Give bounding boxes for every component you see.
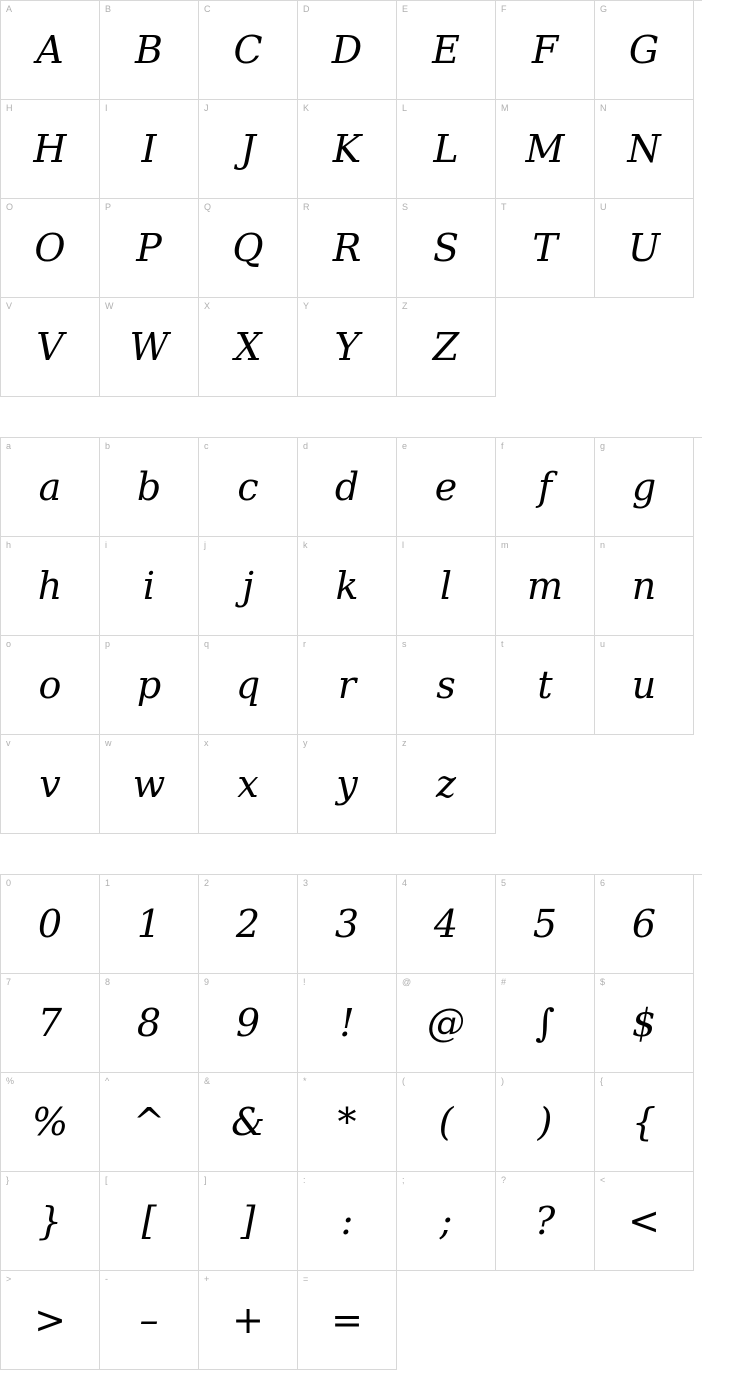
glyph-code-label: Y [303,301,310,311]
glyph-code-label: x [204,738,209,748]
glyph-sample: g [631,465,657,509]
glyph-sample: h [37,564,63,608]
glyph-code-label: L [402,103,408,113]
glyph-cell[interactable] [298,1,397,100]
glyph-cell[interactable] [100,875,199,974]
glyph-sample: f [537,465,553,509]
glyph-cell[interactable] [1,1172,100,1271]
glyph-cell[interactable] [1,438,100,537]
glyph-code-label: S [402,202,409,212]
glyph-sample: W [129,325,169,369]
glyph-cell[interactable] [1,537,100,636]
glyph-code-label: v [6,738,11,748]
glyph-sample: D [331,28,363,72]
glyph-sample: U [627,226,661,270]
glyph-sample: } [37,1199,63,1243]
glyph-code-label: h [6,540,12,550]
glyph-code-label: l [402,540,404,550]
glyph-sample: 2 [235,902,261,946]
glyph-code-label: 9 [204,977,210,987]
glyph-cell[interactable] [397,100,496,199]
glyph-code-label: M [501,103,509,113]
glyph-cell[interactable] [100,298,199,397]
glyph-cell[interactable] [100,974,199,1073]
glyph-code-label: @ [402,977,412,987]
glyph-code-label: E [402,4,409,14]
glyph-sample: ? [534,1199,556,1243]
glyph-sample: i [142,564,156,608]
glyph-code-label: y [303,738,308,748]
glyph-code-label: < [600,1175,606,1185]
glyph-sample: ( [438,1100,454,1144]
glyph-code-label: - [105,1274,108,1284]
glyph-sample: + [232,1298,264,1342]
glyph-cell[interactable] [595,875,694,974]
glyph-cell[interactable] [100,735,199,834]
section-divider-2 [0,834,740,874]
glyph-cell[interactable] [595,974,694,1073]
glyph-cell[interactable] [1,298,100,397]
glyph-sample: % [31,1100,69,1144]
glyph-code-label: [ [105,1175,108,1185]
glyph-cell[interactable] [496,537,595,636]
glyph-sample: N [627,127,661,171]
glyph-code-label: e [402,441,408,451]
glyph-sample: ] [240,1199,256,1243]
glyph-grid-symbols [0,874,702,1370]
glyph-sample: Z [432,325,460,369]
glyph-sample: T [532,226,558,270]
glyph-cell[interactable] [199,100,298,199]
glyph-sample: s [436,663,456,707]
glyph-sample: : [340,1199,354,1243]
glyph-sample: p [136,663,162,707]
glyph-code-label: w [105,738,112,748]
glyph-cell[interactable] [496,1,595,100]
glyph-cell[interactable] [298,438,397,537]
glyph-code-label: r [303,639,306,649]
glyph-cell[interactable] [397,974,496,1073]
glyph-cell[interactable] [595,537,694,636]
glyph-sample: H [33,127,67,171]
glyph-code-label: k [303,540,308,550]
glyph-sample: X [234,325,262,369]
glyph-code-label: ^ [105,1076,110,1086]
glyph-cell[interactable] [496,1073,595,1172]
glyph-cell[interactable] [496,974,595,1073]
glyph-sample: O [34,226,66,270]
glyph-code-label: : [303,1175,306,1185]
glyph-sample: < [628,1199,660,1243]
glyph-code-label: m [501,540,509,550]
glyph-sample: 5 [532,902,558,946]
glyph-code-label: c [204,441,209,451]
glyph-code-label: ; [402,1175,405,1185]
glyph-cell[interactable] [1,100,100,199]
glyph-code-label: 6 [600,878,606,888]
glyph-sample: r [337,663,357,707]
glyph-cell-empty [595,735,694,834]
glyph-sample: b [136,465,162,509]
glyph-cell[interactable] [1,1073,100,1172]
glyph-cell[interactable] [199,1073,298,1172]
glyph-cell[interactable] [595,1073,694,1172]
glyph-cell[interactable] [298,537,397,636]
glyph-cell-empty [496,298,595,397]
glyph-sample: 3 [334,902,360,946]
glyph-code-label: W [105,301,114,311]
glyph-cell[interactable] [397,1172,496,1271]
glyph-sample: d [334,465,360,509]
glyph-cell[interactable] [1,199,100,298]
glyph-cell[interactable] [595,636,694,735]
glyph-sample: I [141,127,157,171]
glyph-code-label: K [303,103,310,113]
glyph-sample: * [337,1100,357,1144]
glyph-code-label: & [204,1076,211,1086]
section-divider-1 [0,397,740,437]
glyph-code-label: N [600,103,607,113]
glyph-cell[interactable] [100,537,199,636]
glyph-sample: ^ [133,1100,165,1144]
glyph-cell[interactable] [199,735,298,834]
glyph-cell[interactable] [1,875,100,974]
glyph-cell-empty [496,1271,595,1370]
glyph-code-label: * [303,1076,307,1086]
glyph-cell[interactable] [100,1271,199,1370]
glyph-sample: > [34,1298,66,1342]
glyph-cell[interactable] [298,1271,397,1370]
glyph-sample: c [237,465,259,509]
glyph-code-label: 3 [303,878,309,888]
glyph-sample: S [432,226,460,270]
glyph-sample: k [335,564,359,608]
glyph-cell[interactable] [199,1172,298,1271]
glyph-code-label: 0 [6,878,12,888]
glyph-sample: = [331,1298,363,1342]
glyph-cell[interactable] [496,1172,595,1271]
glyph-cell[interactable] [100,1073,199,1172]
glyph-sample: l [439,564,453,608]
glyph-cell[interactable] [298,974,397,1073]
glyph-sample: o [38,663,62,707]
glyph-code-label: q [204,639,210,649]
glyph-cell[interactable] [199,636,298,735]
glyph-cell[interactable] [1,1,100,100]
glyph-cell[interactable] [1,636,100,735]
glyph-cell[interactable] [199,875,298,974]
glyph-code-label: = [303,1274,309,1284]
glyph-sample: ∫ [535,1001,555,1045]
glyph-code-label: 5 [501,878,507,888]
glyph-cell[interactable] [199,1271,298,1370]
glyph-cell[interactable] [595,199,694,298]
glyph-cell[interactable] [397,438,496,537]
glyph-cell[interactable] [1,735,100,834]
glyph-sample: 0 [37,902,63,946]
glyph-code-label: ] [204,1175,207,1185]
glyph-code-label: T [501,202,507,212]
glyph-cell[interactable] [397,1,496,100]
glyph-code-label: I [105,103,108,113]
glyph-sample: M [525,127,565,171]
glyph-sample: 6 [631,902,657,946]
glyph-cell[interactable] [298,735,397,834]
glyph-code-label: ? [501,1175,507,1185]
glyph-code-label: ! [303,977,306,987]
glyph-cell[interactable] [100,100,199,199]
glyph-cell[interactable] [397,298,496,397]
glyph-code-label: A [6,4,13,14]
glyph-code-label: $ [600,977,606,987]
glyph-cell[interactable] [397,636,496,735]
glyph-sample: 1 [136,902,162,946]
glyph-sample: G [628,28,660,72]
glyph-cell[interactable] [298,199,397,298]
glyph-cell[interactable] [397,735,496,834]
glyph-cell[interactable] [199,1,298,100]
glyph-sample: e [434,465,458,509]
glyph-sample: & [231,1100,265,1144]
glyph-code-label: ( [402,1076,405,1086]
glyph-cell[interactable] [1,1271,100,1370]
glyph-cell-empty [496,735,595,834]
glyph-cell[interactable] [397,1073,496,1172]
glyph-cell[interactable] [496,438,595,537]
glyph-sample: 4 [433,902,459,946]
glyph-code-label: f [501,441,504,451]
glyph-cell-empty [595,298,694,397]
glyph-sample: w [132,762,166,806]
glyph-code-label: p [105,639,111,649]
glyph-code-label: R [303,202,310,212]
glyph-code-label: H [6,103,13,113]
glyph-sample: 8 [136,1001,162,1045]
glyph-code-label: # [501,977,507,987]
glyph-cell[interactable] [1,974,100,1073]
glyph-code-label: t [501,639,504,649]
glyph-code-label: 4 [402,878,408,888]
glyph-code-label: C [204,4,211,14]
glyph-cell[interactable] [298,1073,397,1172]
glyph-cell[interactable] [199,438,298,537]
glyph-cell[interactable] [595,1,694,100]
glyph-grid-lowercase [0,437,702,834]
glyph-cell[interactable] [199,199,298,298]
glyph-sample: $ [631,1001,657,1045]
glyph-sample: E [432,28,460,72]
glyph-cell[interactable] [199,974,298,1073]
glyph-cell[interactable] [595,1172,694,1271]
glyph-cell[interactable] [298,100,397,199]
glyph-code-label: j [204,540,206,550]
glyph-cell[interactable] [595,438,694,537]
glyph-cell[interactable] [397,875,496,974]
glyph-sample: K [332,127,362,171]
glyph-sample: t [537,663,553,707]
glyph-sample: Q [232,226,264,270]
glyph-code-label: u [600,639,606,649]
glyph-cell[interactable] [298,636,397,735]
glyph-code-label: g [600,441,606,451]
glyph-code-label: } [6,1175,10,1185]
glyph-code-label: F [501,4,507,14]
glyph-cell-empty [397,1271,496,1370]
glyph-sample: A [36,28,64,72]
glyph-code-label: ) [501,1076,504,1086]
glyph-sample: x [237,762,259,806]
glyph-cell[interactable] [298,875,397,974]
glyph-sample: m [526,564,564,608]
glyph-cell[interactable] [397,199,496,298]
glyph-cell[interactable] [199,298,298,397]
glyph-code-label: J [204,103,209,113]
glyph-sample: 7 [37,1001,63,1045]
glyph-sample: j [242,564,254,608]
glyph-code-label: G [600,4,608,14]
glyph-code-label: 1 [105,878,111,888]
glyph-cell[interactable] [496,875,595,974]
glyph-cell[interactable] [100,1,199,100]
glyph-code-label: n [600,540,606,550]
glyph-sample: { [631,1100,657,1144]
glyph-sample: J [240,127,256,171]
glyph-code-label: z [402,738,407,748]
glyph-sample: C [233,28,263,72]
glyph-cell[interactable] [496,636,595,735]
glyph-sample: Y [334,325,360,369]
glyph-sample: u [631,663,657,707]
glyph-sample: [ [141,1199,157,1243]
glyph-code-label: { [600,1076,604,1086]
glyph-sample: L [433,127,459,171]
glyph-code-label: V [6,301,13,311]
glyph-sample: ! [339,1001,355,1045]
glyph-sample: R [332,226,362,270]
glyph-code-label: % [6,1076,15,1086]
glyph-code-label: X [204,301,211,311]
glyph-sample: y [336,762,358,806]
glyph-sample: n [631,564,657,608]
glyph-sample: – [139,1298,159,1342]
glyph-sample: 9 [235,1001,261,1045]
glyph-code-label: D [303,4,310,14]
glyph-cell[interactable] [100,1172,199,1271]
glyph-sample: P [136,226,162,270]
glyph-cell[interactable] [100,438,199,537]
glyph-cell[interactable] [199,537,298,636]
glyph-code-label: + [204,1274,210,1284]
glyph-code-label: o [6,639,12,649]
glyph-code-label: Z [402,301,408,311]
glyph-sample: F [531,28,559,72]
glyph-cell[interactable] [496,100,595,199]
glyph-code-label: 8 [105,977,111,987]
glyph-code-label: i [105,540,107,550]
glyph-code-label: U [600,202,607,212]
glyph-sample: B [135,28,163,72]
glyph-cell[interactable] [397,537,496,636]
glyph-sample: V [36,325,64,369]
glyph-code-label: 2 [204,878,210,888]
glyph-cell[interactable] [298,298,397,397]
glyph-sample: a [38,465,62,509]
glyph-code-label: > [6,1274,12,1284]
glyph-code-label: b [105,441,111,451]
glyph-grid-uppercase [0,0,702,397]
glyph-code-label: B [105,4,112,14]
glyph-code-label: 7 [6,977,12,987]
glyph-code-label: s [402,639,407,649]
glyph-cell[interactable] [298,1172,397,1271]
glyph-code-label: Q [204,202,212,212]
glyph-code-label: P [105,202,112,212]
glyph-code-label: d [303,441,309,451]
glyph-sample: v [39,762,61,806]
glyph-cell[interactable] [100,199,199,298]
glyph-code-label: a [6,441,12,451]
glyph-cell[interactable] [496,199,595,298]
glyph-cell-empty [595,1271,694,1370]
glyph-sample: @ [427,1001,465,1045]
glyph-sample: z [435,762,457,806]
glyph-cell[interactable] [595,100,694,199]
glyph-sample: ; [439,1199,453,1243]
glyph-code-label: O [6,202,14,212]
glyph-cell[interactable] [100,636,199,735]
glyph-sample: q [235,663,261,707]
glyph-sample: ) [537,1100,553,1144]
